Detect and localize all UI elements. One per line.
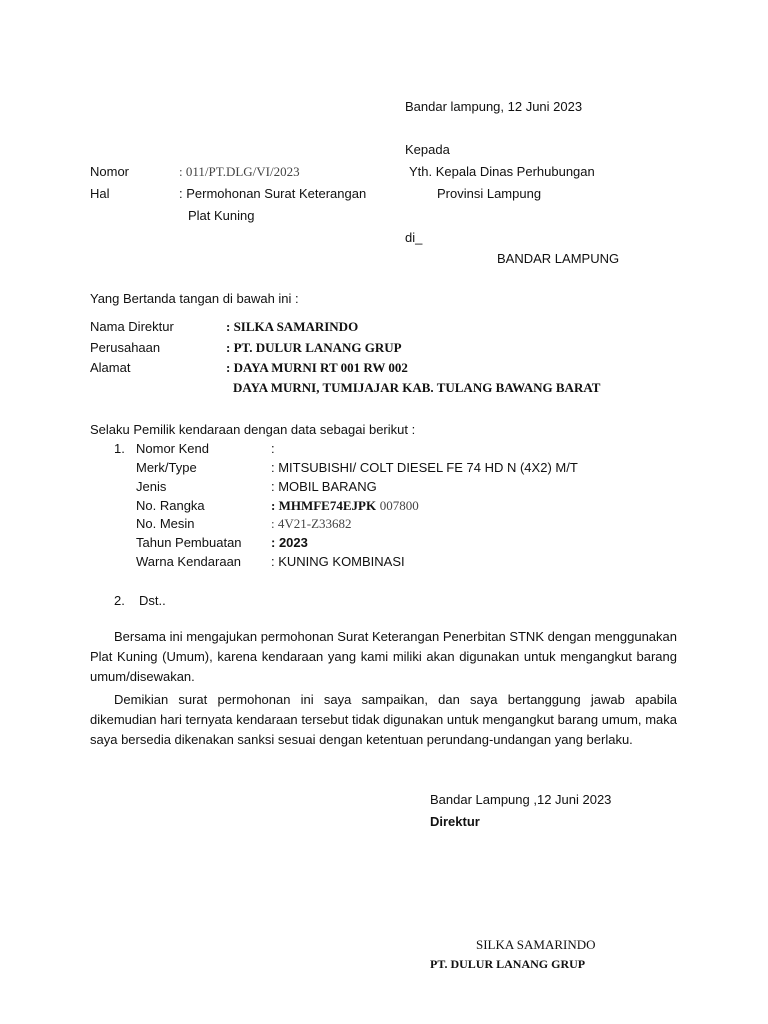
recipient-line-1: Yth. Kepala Dinas Perhubungan	[409, 164, 595, 179]
rangka-value	[271, 497, 419, 514]
merk-value: : MITSUBISHI/ COLT DIESEL FE 74 HD N (4X2) M/T	[271, 460, 578, 475]
nomor-value: : 011/PT.DLG/VI/2023	[179, 164, 300, 179]
mesin-label: No. Mesin	[136, 516, 195, 531]
rangka-value-bold: : MHMFE74EJPK	[271, 498, 377, 513]
perusahaan-label: Perusahaan	[90, 340, 161, 355]
letter-date: Bandar lampung, 12 Juni 2023	[405, 99, 583, 114]
nomor-kend-value: :	[271, 441, 275, 456]
hal-value-line-1: : Permohonan Surat Keterangan	[179, 186, 367, 201]
signer-company: PT. DULUR LANANG GRUP	[430, 957, 586, 971]
warna-label: Warna Kendaraan	[136, 554, 242, 569]
recipient-line-2: Provinsi Lampung	[437, 186, 542, 201]
signer-name: SILKA SAMARINDO	[476, 937, 596, 952]
hal-value-line-2: Plat Kuning	[188, 208, 255, 223]
jenis-label: Jenis	[136, 479, 167, 494]
tahun-value: : 2023	[271, 535, 308, 550]
list-number-2: 2.	[114, 593, 125, 608]
alamat-value-line-1: : DAYA MURNI RT 001 RW 002	[226, 360, 408, 375]
list-item-2-text: Dst..	[139, 593, 166, 608]
paragraph-request: Bersama ini mengajukan permohonan Surat Keterangan Penerbitan STNK dengan menggunakan Plat Kuning (Umum), karena kendaraan yang kami miliki akan digunakan untuk mengangkut barang umum/disewakan.	[90, 629, 677, 684]
di-label: di_	[405, 230, 423, 245]
nomor-kend-label: Nomor Kend	[136, 441, 209, 456]
mesin-value: : 4V21-Z33682	[271, 516, 352, 531]
rangka-label: No. Rangka	[136, 498, 205, 513]
paragraph-closing-statement: Demikian surat permohonan ini saya sampaikan, dan saya bertanggung jawab apabila dikemudian hari ternyata kendaraan tersebut tidak digunakan untuk mengangkut barang umum, maka saya bersedia dikenakan sanksi sesuai dengan ketentuan perundang-undangan yang berlaku.	[90, 692, 677, 747]
nomor-label: Nomor	[90, 164, 130, 179]
alamat-value-line-2: DAYA MURNI, TUMIJAJAR KAB. TULANG BAWANG BARAT	[233, 380, 601, 395]
jenis-value: : MOBIL BARANG	[271, 479, 377, 494]
perusahaan-value: : PT. DULUR LANANG GRUP	[226, 340, 402, 355]
vehicle-intro: Selaku Pemilik kendaraan dengan data sebagai berikut :	[90, 422, 416, 437]
merk-label: Merk/Type	[136, 460, 197, 475]
tahun-label: Tahun Pembuatan	[136, 535, 242, 550]
intro-text: Yang Bertanda tangan di bawah ini :	[90, 291, 299, 306]
nama-direktur-label: Nama Direktur	[90, 319, 174, 334]
closing-date: Bandar Lampung ,12 Juni 2023	[430, 792, 612, 807]
list-number-1: 1.	[114, 441, 125, 456]
alamat-label: Alamat	[90, 360, 131, 375]
hal-label: Hal	[90, 186, 110, 201]
closing-title: Direktur	[430, 814, 480, 829]
warna-value: : KUNING KOMBINASI	[271, 554, 405, 569]
nama-direktur-value: : SILKA SAMARINDO	[226, 319, 359, 334]
rangka-value-rest: 007800	[379, 498, 419, 513]
kepada-label: Kepada	[405, 142, 450, 157]
recipient-city: BANDAR LAMPUNG	[497, 251, 620, 266]
